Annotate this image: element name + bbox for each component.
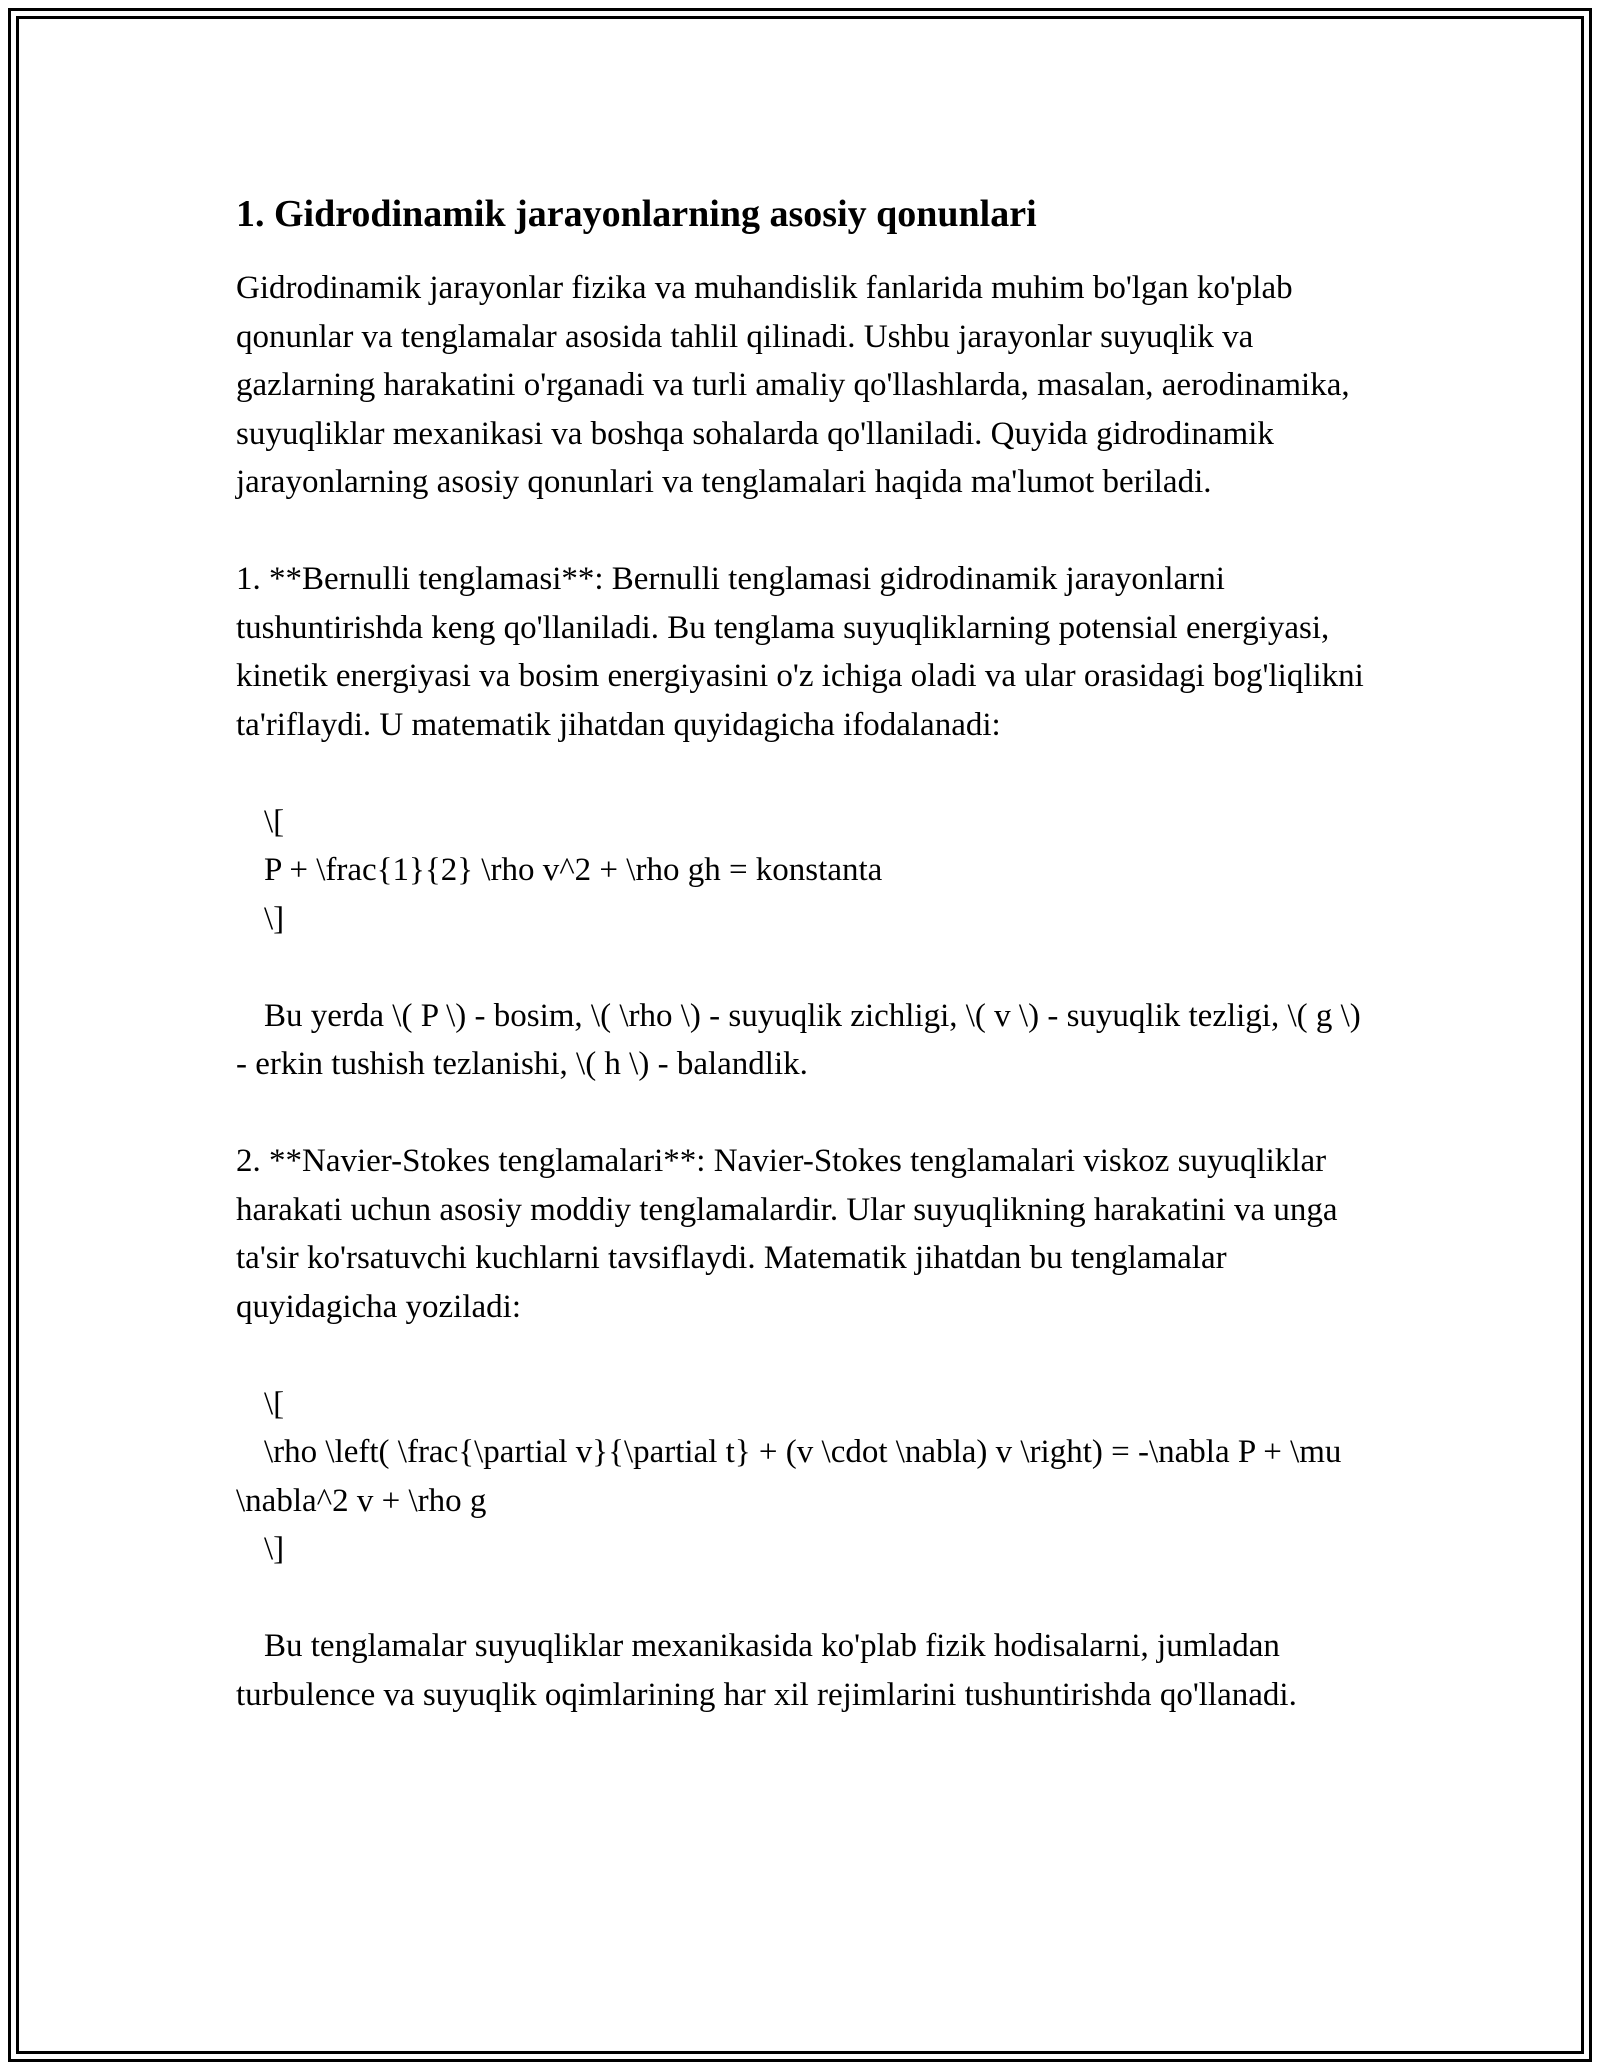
bernoulli-math-close: \]: [264, 900, 285, 937]
bernoulli-math-body: P + \frac{1}{2} \rho v^2 + \rho gh = konstanta: [264, 852, 883, 888]
section-heading: 1. Gidrodinamik jarayonlarning asosiy qonunlari: [236, 193, 1037, 235]
bernoulli-math-open: \[: [264, 803, 285, 840]
navier-stokes-math-open: \[: [264, 1385, 285, 1422]
navier-stokes-explanation-text: Bu tenglamalar suyuqliklar mexanikasida ko'plab fizik hodisalarni, jumladan turbulence va suyuqlik oqimlarining har xil rejimlarini tushuntirishda qo'llanadi.: [236, 1628, 1297, 1713]
bernoulli-paragraph: 1. **Bernulli tenglamasi**: Bernulli tenglamasi gidrodinamik jarayonlarni tushuntirishda keng qo'llaniladi. Bu tenglama suyuqliklarning potensial energiyasi, kinetik energiyasi va bosim energiyasini o'z ichiga oladi va ular orasidagi bog'liqlikni ta'riflaydi. U matematik jihatdan quyidagicha ifodalanadi:: [236, 561, 1373, 743]
navier-stokes-explanation: [236, 1622, 1376, 1719]
bernoulli-explanation-text: Bu yerda \( P \) - bosim, \( \rho \) - suyuqlik zichligi, \( v \) - suyuqlik tezligi, \( g \) - erkin tushish tezlanishi, \( h \) - balandlik.: [236, 997, 1370, 1082]
navier-stokes-equation: [236, 1380, 1376, 1574]
navier-stokes-math-close: \]: [264, 1531, 285, 1567]
navier-stokes-math-body: \rho \left( \frac{\partial v}{\partial t} + (v \cdot \nabla) v \right) = -\nabla P + \mu \nabla^2 v + \rho g: [236, 1434, 1342, 1519]
navier-stokes-math-body-wrap: [236, 1428, 1376, 1525]
intro-paragraph: Gidrodinamik jarayonlar fizika va muhandislik fanlarida muhim bo'lgan ko'plab qonunlar va tenglamalar asosida tahlil qilinadi. Ushbu jarayonlar suyuqlik va gazlarning harakatini o'rganadi va turli amaliy qo'llashlarda, masalan, aerodinamika, suyuqliklar mexanikasi va boshqa sohalarda qo'llaniladi. Quyida gidrodinamik jarayonlarning asosiy qonunlari va tenglamalari haqida ma'lumot beriladi.: [236, 270, 1358, 500]
document-body: [236, 186, 1376, 1768]
bernoulli-equation: [236, 798, 1376, 944]
bernoulli-explanation: [236, 992, 1376, 1089]
navier-stokes-paragraph: 2. **Navier-Stokes tenglamalari**: Navier-Stokes tenglamalari viskoz suyuqliklar harakati uchun asosiy moddiy tenglamalardir. Ular suyuqlikning harakatini va unga ta'sir ko'rsatuvchi kuchlarni tavsiflaydi. Matematik jihatdan bu tenglamalar quyidagicha yoziladi:: [236, 1143, 1346, 1325]
